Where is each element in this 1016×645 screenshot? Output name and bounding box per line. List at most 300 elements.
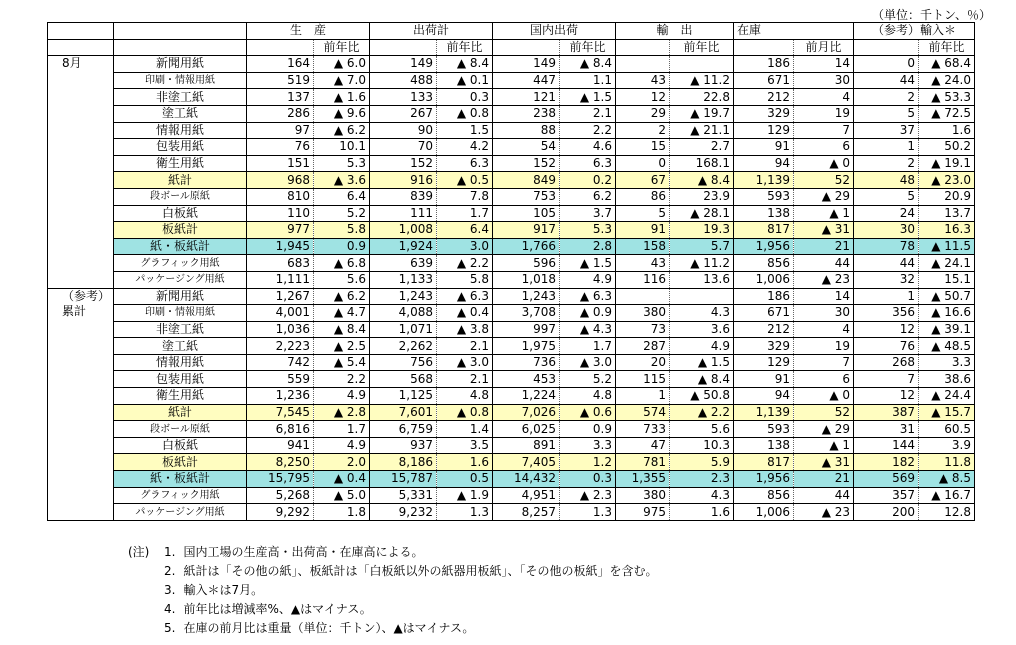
table-row bbox=[48, 421, 975, 438]
value-cell bbox=[616, 56, 670, 73]
header-blank bbox=[370, 39, 437, 56]
value-cell: 149 bbox=[493, 56, 560, 73]
row-label: 塗工紙 bbox=[114, 338, 247, 355]
change-cell bbox=[670, 56, 734, 73]
value-cell: 94 bbox=[734, 155, 794, 172]
table-row bbox=[48, 222, 975, 239]
change-cell: 22.8 bbox=[670, 89, 734, 106]
change-cell: ▲ 0.1 bbox=[437, 72, 493, 89]
value-cell: 1,243 bbox=[493, 288, 560, 305]
value-cell: 683 bbox=[247, 255, 314, 272]
table-row bbox=[48, 238, 975, 255]
table-row bbox=[48, 139, 975, 156]
header-blank bbox=[48, 23, 114, 40]
value-cell: 238 bbox=[493, 105, 560, 122]
change-cell: ▲ 72.5 bbox=[919, 105, 975, 122]
change-cell: 6.4 bbox=[314, 188, 370, 205]
change-cell: ▲ 53.3 bbox=[919, 89, 975, 106]
note-text: 紙計は「その他の紙」、板紙計は「白板紙以外の紙器用板紙」、「その他の板紙」を含む。 bbox=[183, 564, 658, 578]
value-cell: 20 bbox=[616, 354, 670, 371]
change-cell: ▲ 8.5 bbox=[919, 471, 975, 488]
value-cell: 182 bbox=[854, 454, 919, 471]
change-cell: 2.1 bbox=[437, 338, 493, 355]
value-cell: 43 bbox=[616, 72, 670, 89]
change-cell: 0.9 bbox=[560, 421, 616, 438]
table-row bbox=[48, 155, 975, 172]
change-cell: 0.2 bbox=[560, 172, 616, 189]
value-cell: 151 bbox=[247, 155, 314, 172]
value-cell: 267 bbox=[370, 105, 437, 122]
value-cell: 43 bbox=[616, 255, 670, 272]
change-cell: 60.5 bbox=[919, 421, 975, 438]
change-cell: 7 bbox=[794, 122, 854, 139]
row-label: 情報用紙 bbox=[114, 122, 247, 139]
value-cell: 116 bbox=[616, 271, 670, 288]
value-cell: 0 bbox=[616, 155, 670, 172]
change-cell: 13.6 bbox=[670, 271, 734, 288]
value-cell: 7,026 bbox=[493, 404, 560, 421]
value-cell: 15,795 bbox=[247, 471, 314, 488]
value-cell: 5 bbox=[616, 205, 670, 222]
value-cell: 639 bbox=[370, 255, 437, 272]
value-cell: 596 bbox=[493, 255, 560, 272]
value-cell: 0 bbox=[854, 56, 919, 73]
value-cell: 115 bbox=[616, 371, 670, 388]
value-cell: 12 bbox=[854, 388, 919, 405]
value-cell: 1,071 bbox=[370, 321, 437, 338]
value-cell: 8,186 bbox=[370, 454, 437, 471]
change-cell: ▲ 19.7 bbox=[670, 105, 734, 122]
change-cell: 3.3 bbox=[919, 354, 975, 371]
change-cell: 52 bbox=[794, 404, 854, 421]
value-cell: 5 bbox=[854, 105, 919, 122]
change-cell: ▲ 0.8 bbox=[437, 105, 493, 122]
header-domestic: 国内出荷 bbox=[493, 23, 616, 40]
change-cell: ▲ 6.2 bbox=[314, 288, 370, 305]
change-cell: 30 bbox=[794, 305, 854, 322]
change-cell bbox=[670, 288, 734, 305]
value-cell: 1,008 bbox=[370, 222, 437, 239]
change-cell: 38.6 bbox=[919, 371, 975, 388]
value-cell: 9,232 bbox=[370, 504, 437, 521]
change-cell: 2.0 bbox=[314, 454, 370, 471]
note-line bbox=[128, 581, 657, 600]
value-cell: 15,787 bbox=[370, 471, 437, 488]
change-cell: 5.2 bbox=[314, 205, 370, 222]
change-cell: 5.3 bbox=[314, 155, 370, 172]
value-cell: 186 bbox=[734, 288, 794, 305]
change-cell: 19 bbox=[794, 105, 854, 122]
row-label: 非塗工紙 bbox=[114, 89, 247, 106]
change-cell: ▲ 0.4 bbox=[314, 471, 370, 488]
row-label: 紙計 bbox=[114, 404, 247, 421]
change-cell: 1.7 bbox=[560, 338, 616, 355]
change-cell: ▲ 3.8 bbox=[437, 321, 493, 338]
change-cell: 5.7 bbox=[670, 238, 734, 255]
value-cell: 44 bbox=[854, 255, 919, 272]
header-production: 生 産 bbox=[247, 23, 370, 40]
value-cell: 137 bbox=[247, 89, 314, 106]
value-cell: 736 bbox=[493, 354, 560, 371]
value-cell: 9,292 bbox=[247, 504, 314, 521]
change-cell: 19 bbox=[794, 338, 854, 355]
value-cell: 753 bbox=[493, 188, 560, 205]
header-blank bbox=[734, 39, 794, 56]
change-cell: 14 bbox=[794, 288, 854, 305]
change-cell: ▲ 50.7 bbox=[919, 288, 975, 305]
table-row bbox=[48, 172, 975, 189]
value-cell: 212 bbox=[734, 89, 794, 106]
value-cell: 121 bbox=[493, 89, 560, 106]
value-cell: 4,088 bbox=[370, 305, 437, 322]
unit-label: （単位：千トン、％） bbox=[872, 8, 992, 22]
row-label: 紙・板紙計 bbox=[114, 238, 247, 255]
change-cell: 4.3 bbox=[670, 305, 734, 322]
change-cell: ▲ 28.1 bbox=[670, 205, 734, 222]
change-cell: 13.7 bbox=[919, 205, 975, 222]
change-cell: ▲ 8.4 bbox=[314, 321, 370, 338]
change-cell: 2.2 bbox=[314, 371, 370, 388]
value-cell: 5,268 bbox=[247, 487, 314, 504]
value-cell: 129 bbox=[734, 354, 794, 371]
row-label: グラフィック用紙 bbox=[114, 255, 247, 272]
change-cell: 0.5 bbox=[437, 471, 493, 488]
value-cell: 856 bbox=[734, 487, 794, 504]
change-cell: 168.1 bbox=[670, 155, 734, 172]
row-label: グラフィック用紙 bbox=[114, 487, 247, 504]
value-cell: 91 bbox=[616, 222, 670, 239]
value-cell: 2 bbox=[854, 89, 919, 106]
value-cell: 817 bbox=[734, 454, 794, 471]
table-row bbox=[48, 105, 975, 122]
row-label: 段ボール原紙 bbox=[114, 188, 247, 205]
value-cell: 152 bbox=[493, 155, 560, 172]
change-cell: 2.7 bbox=[670, 139, 734, 156]
change-cell: 5.8 bbox=[437, 271, 493, 288]
change-cell: 1.4 bbox=[437, 421, 493, 438]
change-cell: ▲ 29 bbox=[794, 188, 854, 205]
value-cell: 756 bbox=[370, 354, 437, 371]
row-label: 新聞用紙 bbox=[114, 288, 247, 305]
value-cell: 7 bbox=[854, 371, 919, 388]
header-row-groups bbox=[48, 23, 975, 40]
value-cell: 593 bbox=[734, 188, 794, 205]
value-cell: 15 bbox=[616, 139, 670, 156]
header-yoy: 前年比 bbox=[437, 39, 493, 56]
value-cell: 839 bbox=[370, 188, 437, 205]
change-cell: ▲ 1 bbox=[794, 205, 854, 222]
value-cell: 8,257 bbox=[493, 504, 560, 521]
change-cell: 4.9 bbox=[670, 338, 734, 355]
change-cell: ▲ 11.2 bbox=[670, 255, 734, 272]
value-cell: 7,405 bbox=[493, 454, 560, 471]
change-cell: 0.3 bbox=[437, 89, 493, 106]
note-line bbox=[128, 562, 657, 581]
note-text: 在庫の前月比は重量（単位：千トン）、▲はマイナス。 bbox=[183, 621, 475, 635]
change-cell: ▲ 2.2 bbox=[437, 255, 493, 272]
change-cell: 6 bbox=[794, 371, 854, 388]
table-row bbox=[48, 487, 975, 504]
value-cell: 357 bbox=[854, 487, 919, 504]
value-cell: 186 bbox=[734, 56, 794, 73]
value-cell: 1 bbox=[616, 388, 670, 405]
row-label: 衛生用紙 bbox=[114, 155, 247, 172]
value-cell: 3,708 bbox=[493, 305, 560, 322]
value-cell: 781 bbox=[616, 454, 670, 471]
change-cell: 1.5 bbox=[437, 122, 493, 139]
value-cell: 1,956 bbox=[734, 238, 794, 255]
value-cell: 287 bbox=[616, 338, 670, 355]
change-cell: 4.2 bbox=[437, 139, 493, 156]
change-cell: 5.2 bbox=[560, 371, 616, 388]
value-cell: 70 bbox=[370, 139, 437, 156]
row-label: パッケージング用紙 bbox=[114, 504, 247, 521]
value-cell: 356 bbox=[854, 305, 919, 322]
change-cell: ▲ 5.4 bbox=[314, 354, 370, 371]
table-row bbox=[48, 255, 975, 272]
note-line bbox=[128, 543, 657, 562]
value-cell: 97 bbox=[247, 122, 314, 139]
change-cell: ▲ 1.9 bbox=[437, 487, 493, 504]
change-cell: 2.2 bbox=[560, 122, 616, 139]
value-cell: 200 bbox=[854, 504, 919, 521]
value-cell: 2,262 bbox=[370, 338, 437, 355]
table-row bbox=[48, 122, 975, 139]
value-cell: 975 bbox=[616, 504, 670, 521]
change-cell: 1.7 bbox=[314, 421, 370, 438]
change-cell: 16.3 bbox=[919, 222, 975, 239]
header-row-sub bbox=[48, 39, 975, 56]
note-text: 輸入＊は7月。 bbox=[183, 583, 264, 597]
value-cell: 29 bbox=[616, 105, 670, 122]
value-cell: 138 bbox=[734, 437, 794, 454]
change-cell: ▲ 6.0 bbox=[314, 56, 370, 73]
value-cell: 91 bbox=[734, 139, 794, 156]
change-cell: ▲ 11.5 bbox=[919, 238, 975, 255]
change-cell: ▲ 16.7 bbox=[919, 487, 975, 504]
value-cell: 1 bbox=[854, 288, 919, 305]
value-cell: 977 bbox=[247, 222, 314, 239]
value-cell: 559 bbox=[247, 371, 314, 388]
change-cell: ▲ 4.3 bbox=[560, 321, 616, 338]
value-cell: 4,951 bbox=[493, 487, 560, 504]
row-label: パッケージング用紙 bbox=[114, 271, 247, 288]
change-cell: 1.2 bbox=[560, 454, 616, 471]
value-cell: 1,006 bbox=[734, 504, 794, 521]
value-cell: 76 bbox=[854, 338, 919, 355]
change-cell: 6.4 bbox=[437, 222, 493, 239]
change-cell: ▲ 3.0 bbox=[437, 354, 493, 371]
value-cell: 1 bbox=[854, 139, 919, 156]
change-cell: 6.2 bbox=[560, 188, 616, 205]
value-cell: 47 bbox=[616, 437, 670, 454]
change-cell: 21 bbox=[794, 238, 854, 255]
change-cell: 19.3 bbox=[670, 222, 734, 239]
header-yoy: 前年比 bbox=[314, 39, 370, 56]
table-row bbox=[48, 388, 975, 405]
row-label: 包装用紙 bbox=[114, 139, 247, 156]
value-cell: 12 bbox=[854, 321, 919, 338]
table-row bbox=[48, 504, 975, 521]
change-cell: ▲ 0 bbox=[794, 388, 854, 405]
value-cell: 568 bbox=[370, 371, 437, 388]
value-cell: 1,018 bbox=[493, 271, 560, 288]
value-cell: 110 bbox=[247, 205, 314, 222]
value-cell: 6,816 bbox=[247, 421, 314, 438]
value-cell: 891 bbox=[493, 437, 560, 454]
header-shipments: 出荷計 bbox=[370, 23, 493, 40]
change-cell: 5.8 bbox=[314, 222, 370, 239]
change-cell: ▲ 15.7 bbox=[919, 404, 975, 421]
value-cell: 574 bbox=[616, 404, 670, 421]
value-cell: 5 bbox=[854, 188, 919, 205]
row-label: 印刷・情報用紙 bbox=[114, 305, 247, 322]
note-text: 国内工場の生産高・出荷高・在庫高による。 bbox=[183, 545, 424, 559]
change-cell: 5.3 bbox=[560, 222, 616, 239]
change-cell: 1.8 bbox=[314, 504, 370, 521]
change-cell: ▲ 6.8 bbox=[314, 255, 370, 272]
change-cell: ▲ 48.5 bbox=[919, 338, 975, 355]
section-label: 8月 bbox=[48, 56, 114, 288]
change-cell: 50.2 bbox=[919, 139, 975, 156]
change-cell: ▲ 8.4 bbox=[670, 371, 734, 388]
value-cell: 1,133 bbox=[370, 271, 437, 288]
header-import: （参考）輸入＊ bbox=[854, 23, 975, 40]
header-export: 輸 出 bbox=[616, 23, 734, 40]
change-cell: ▲ 24.4 bbox=[919, 388, 975, 405]
change-cell: 3.0 bbox=[437, 238, 493, 255]
table-row bbox=[48, 271, 975, 288]
change-cell: 4.6 bbox=[560, 139, 616, 156]
change-cell: 12.8 bbox=[919, 504, 975, 521]
value-cell: 111 bbox=[370, 205, 437, 222]
row-label: 白板紙 bbox=[114, 205, 247, 222]
table-row bbox=[48, 404, 975, 421]
change-cell: ▲ 11.2 bbox=[670, 72, 734, 89]
change-cell: 6.3 bbox=[437, 155, 493, 172]
value-cell: 447 bbox=[493, 72, 560, 89]
row-label: 新聞用紙 bbox=[114, 56, 247, 73]
note-number: 4. bbox=[164, 602, 176, 616]
value-cell: 380 bbox=[616, 487, 670, 504]
value-cell: 12 bbox=[616, 89, 670, 106]
change-cell: ▲ 29 bbox=[794, 421, 854, 438]
header-blank bbox=[854, 39, 919, 56]
change-cell: 1.6 bbox=[919, 122, 975, 139]
row-label: 非塗工紙 bbox=[114, 321, 247, 338]
value-cell: 32 bbox=[854, 271, 919, 288]
value-cell: 329 bbox=[734, 105, 794, 122]
value-cell: 4,001 bbox=[247, 305, 314, 322]
change-cell: ▲ 0.9 bbox=[560, 305, 616, 322]
value-cell: 968 bbox=[247, 172, 314, 189]
change-cell: 5.6 bbox=[314, 271, 370, 288]
note-line bbox=[128, 619, 657, 638]
value-cell: 76 bbox=[247, 139, 314, 156]
value-cell: 941 bbox=[247, 437, 314, 454]
change-cell: 3.7 bbox=[560, 205, 616, 222]
table-row bbox=[48, 188, 975, 205]
table-row bbox=[48, 437, 975, 454]
value-cell bbox=[616, 288, 670, 305]
value-cell: 1,139 bbox=[734, 404, 794, 421]
value-cell: 30 bbox=[854, 222, 919, 239]
header-blank bbox=[247, 39, 314, 56]
note-number: 3. bbox=[164, 583, 176, 597]
value-cell: 90 bbox=[370, 122, 437, 139]
change-cell: 1.6 bbox=[437, 454, 493, 471]
change-cell: 1.3 bbox=[437, 504, 493, 521]
change-cell: ▲ 23 bbox=[794, 504, 854, 521]
value-cell: 152 bbox=[370, 155, 437, 172]
value-cell: 329 bbox=[734, 338, 794, 355]
change-cell: 7.8 bbox=[437, 188, 493, 205]
change-cell: ▲ 23 bbox=[794, 271, 854, 288]
footnotes bbox=[128, 543, 657, 638]
change-cell: ▲ 31 bbox=[794, 454, 854, 471]
table-row bbox=[48, 288, 975, 305]
table-row bbox=[48, 205, 975, 222]
value-cell: 91 bbox=[734, 371, 794, 388]
value-cell: 44 bbox=[854, 72, 919, 89]
value-cell: 7,601 bbox=[370, 404, 437, 421]
note-line bbox=[128, 600, 657, 619]
header-blank bbox=[114, 39, 247, 56]
value-cell: 212 bbox=[734, 321, 794, 338]
change-cell: 14 bbox=[794, 56, 854, 73]
value-cell: 1,975 bbox=[493, 338, 560, 355]
paper-statistics-table bbox=[47, 22, 975, 521]
value-cell: 6,025 bbox=[493, 421, 560, 438]
value-cell: 31 bbox=[854, 421, 919, 438]
change-cell: ▲ 9.6 bbox=[314, 105, 370, 122]
change-cell: ▲ 4.7 bbox=[314, 305, 370, 322]
change-cell: ▲ 19.1 bbox=[919, 155, 975, 172]
value-cell: 1,956 bbox=[734, 471, 794, 488]
table-row bbox=[48, 454, 975, 471]
value-cell: 164 bbox=[247, 56, 314, 73]
header-inventory: 在庫 bbox=[734, 23, 854, 40]
change-cell: ▲ 1.5 bbox=[670, 354, 734, 371]
change-cell: ▲ 24.0 bbox=[919, 72, 975, 89]
value-cell: 1,139 bbox=[734, 172, 794, 189]
change-cell: ▲ 2.2 bbox=[670, 404, 734, 421]
value-cell: 1,766 bbox=[493, 238, 560, 255]
note-number: 2. bbox=[164, 564, 176, 578]
change-cell: ▲ 3.0 bbox=[560, 354, 616, 371]
value-cell: 1,945 bbox=[247, 238, 314, 255]
value-cell: 24 bbox=[854, 205, 919, 222]
value-cell: 5,331 bbox=[370, 487, 437, 504]
change-cell: 3.5 bbox=[437, 437, 493, 454]
value-cell: 8,250 bbox=[247, 454, 314, 471]
value-cell: 1,006 bbox=[734, 271, 794, 288]
note-text: 前年比は増減率%、▲はマイナス。 bbox=[183, 602, 372, 616]
value-cell: 268 bbox=[854, 354, 919, 371]
change-cell: ▲ 0.8 bbox=[437, 404, 493, 421]
value-cell: 105 bbox=[493, 205, 560, 222]
change-cell: ▲ 0 bbox=[794, 155, 854, 172]
change-cell: 7 bbox=[794, 354, 854, 371]
change-cell: 3.3 bbox=[560, 437, 616, 454]
table-row bbox=[48, 471, 975, 488]
note-prefix: (注) bbox=[128, 545, 150, 559]
change-cell: 44 bbox=[794, 487, 854, 504]
value-cell: 7,545 bbox=[247, 404, 314, 421]
value-cell: 2 bbox=[616, 122, 670, 139]
row-label: 包装用紙 bbox=[114, 371, 247, 388]
value-cell: 14,432 bbox=[493, 471, 560, 488]
